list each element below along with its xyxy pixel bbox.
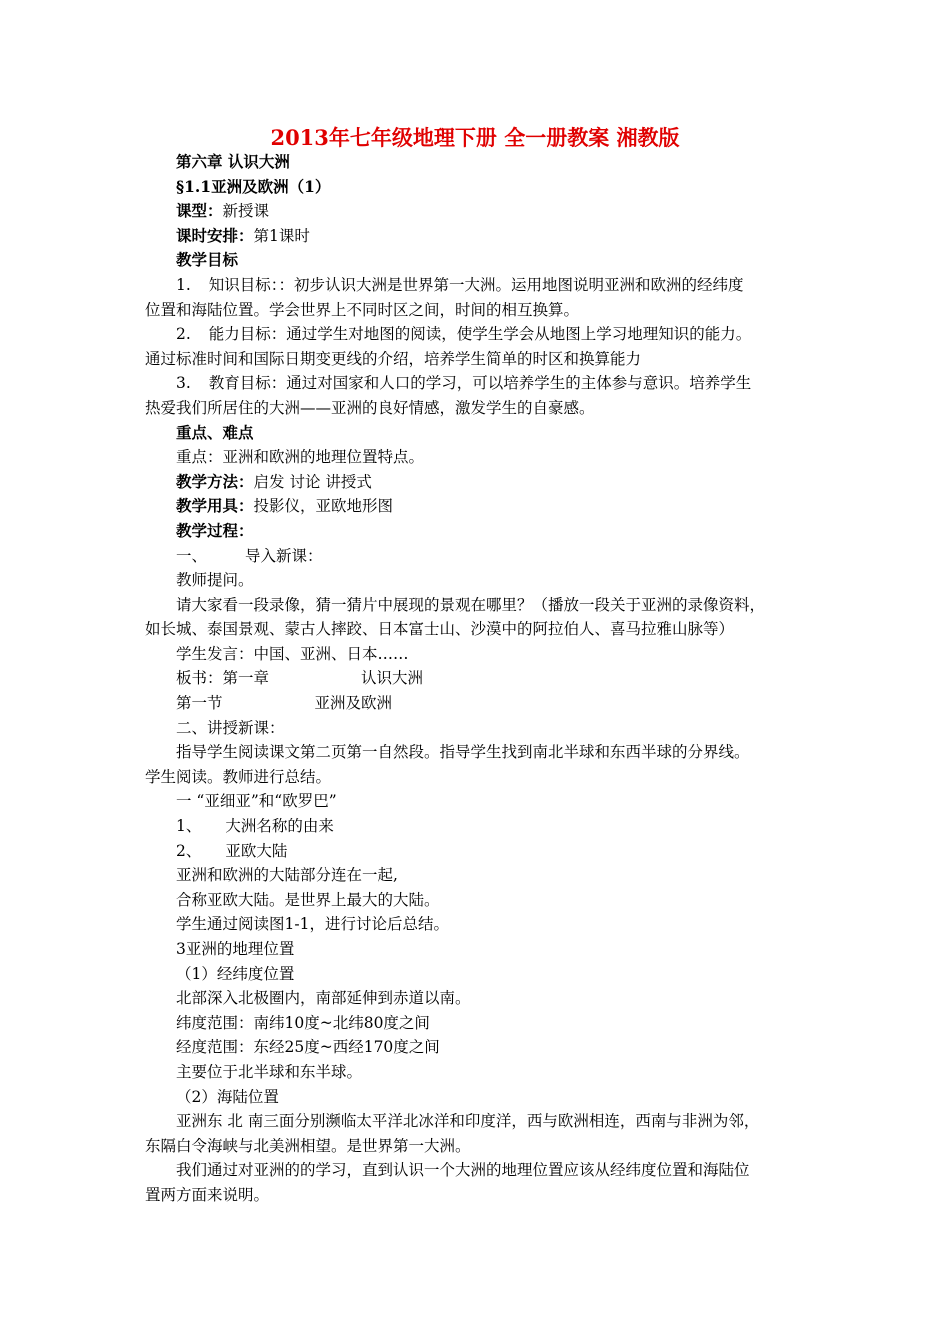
step-1: 一、 导入新课： [176,546,323,565]
goals-heading: 教学目标 [176,250,239,270]
lesson-type-label: 课型： [176,201,223,221]
subsection-1: 一 “亚细亚”和“欧罗巴” [176,792,337,811]
teaching-method [145,470,825,495]
step-2: 二、讲授新课： [176,718,285,737]
step-1-number: 一、 [176,546,208,565]
lesson-type [145,199,825,224]
student-answer: 学生发言：中国、亚洲、日本…… [176,644,409,663]
goal-2-line-1: 2. 能力目标：通过学生对地图的阅读，使学生学会从地图上学习地理知识的能力。 [176,325,752,344]
teacher-ask: 教师提问。 [176,571,254,590]
key-point: 重点：亚洲和欧洲的地理位置特点。 [176,448,425,467]
video-line-2: 如长城、泰国景观、蒙古人摔跤、日本富士山、沙漠中的阿拉伯人、喜马拉雅山脉等） [145,620,735,639]
goal-2-line-2: 通过标准时间和国际日期变更线的介绍，培养学生简单的时区和换算能力 [145,349,642,368]
goal-1-line-2: 位置和海陆位置。学会世界上不同时区之间，时间的相互换算。 [145,300,580,319]
process-heading: 教学过程： [176,520,254,540]
summary-line-2: 置两方面来说明。 [145,1185,270,1204]
teaching-tools-label: 教学用具： [176,496,254,516]
chapter-heading: 第六章 认识大洲 [176,152,290,171]
goal-1-number: 1. [176,275,191,294]
guide-line-2: 学生阅读。教师进行总结。 [145,767,332,786]
summary-line-1: 我们通过对亚洲的的学习，直到认识一个大洲的地理位置应该从经纬度位置和海陆位 [176,1161,750,1180]
teaching-method-value: 启发 讨论 讲授式 [253,472,372,491]
goal-1-line-1: 1. 知识目标：：初步认识大洲是世界第一大洲。运用地图说明亚洲和欧洲的经纬度 [176,275,744,294]
document-title: 2013年七年级地理下册 全一册教案 湘教版 [270,125,680,150]
teaching-tools [145,494,825,519]
eurasia-line-1: 亚洲和欧洲的大陆部分连在一起, [176,866,398,885]
sea-line-2: 东隔白令海峡与北美洲相望。是世界第一大洲。 [145,1136,471,1155]
latitude-range: 纬度范围：南纬10度~北纬80度之间 [176,1013,430,1032]
goal-2-number: 2. [176,325,191,344]
read-figure: 学生通过阅读图1-1，进行讨论后总结。 [176,915,449,934]
section-heading: §1.1亚洲及欧洲（1） [176,176,331,196]
sea-land-heading: （2）海陆位置 [176,1087,279,1106]
key-points-heading: 重点、难点 [176,422,254,442]
teaching-tools-value: 投影仪，亚欧地形图 [253,497,394,516]
item-1: 1、 大洲名称的由来 [176,817,334,836]
lesson-schedule-label: 课时安排： [176,225,254,245]
lesson-type-value: 新授课 [222,202,270,221]
item-2: 2、 亚欧大陆 [176,841,288,860]
sea-line-1: 亚洲东 北 南三面分别濒临太平洋北冰洋和印度洋，西与欧洲相连，西南与非洲为邻， [176,1112,760,1131]
goal-3-line-1: 3. 教育目标：通过对国家和人口的学习，可以培养学生的主体参与意识。培养学生 [176,374,752,393]
goal-3-line-2: 热爱我们所居住的大洲——亚洲的良好情感，激发学生的自豪感。 [145,398,595,417]
latitude-heading: （1）经纬度位置 [176,964,295,983]
teaching-method-label: 教学方法： [176,471,254,491]
item-3: 3亚洲的地理位置 [176,940,295,958]
latitude-description: 北部深入北极圈内，南部延伸到赤道以南。 [176,989,471,1008]
lesson-schedule-value: 第1课时 [253,226,310,245]
board-section: 第一节 亚洲及欧洲 [176,694,393,713]
video-line-1: 请大家看一段录像，猜一猜片中展现的景观在哪里？（播放一段关于亚洲的录像资料， [176,595,766,614]
board-chapter: 板书：第一章 认识大洲 [176,669,424,688]
hemisphere: 主要位于北半球和东半球。 [176,1062,363,1081]
eurasia-line-2: 合称亚欧大陆。是世界上最大的大陆。 [176,890,440,909]
goal-3-number: 3. [176,374,191,393]
longitude-range: 经度范围：东经25度~西经170度之间 [176,1038,440,1057]
guide-line-1: 指导学生阅读课文第二页第一自然段。指导学生找到南北半球和东西半球的分界线。 [176,743,750,762]
lesson-schedule [145,224,825,249]
document-body [145,150,825,1208]
